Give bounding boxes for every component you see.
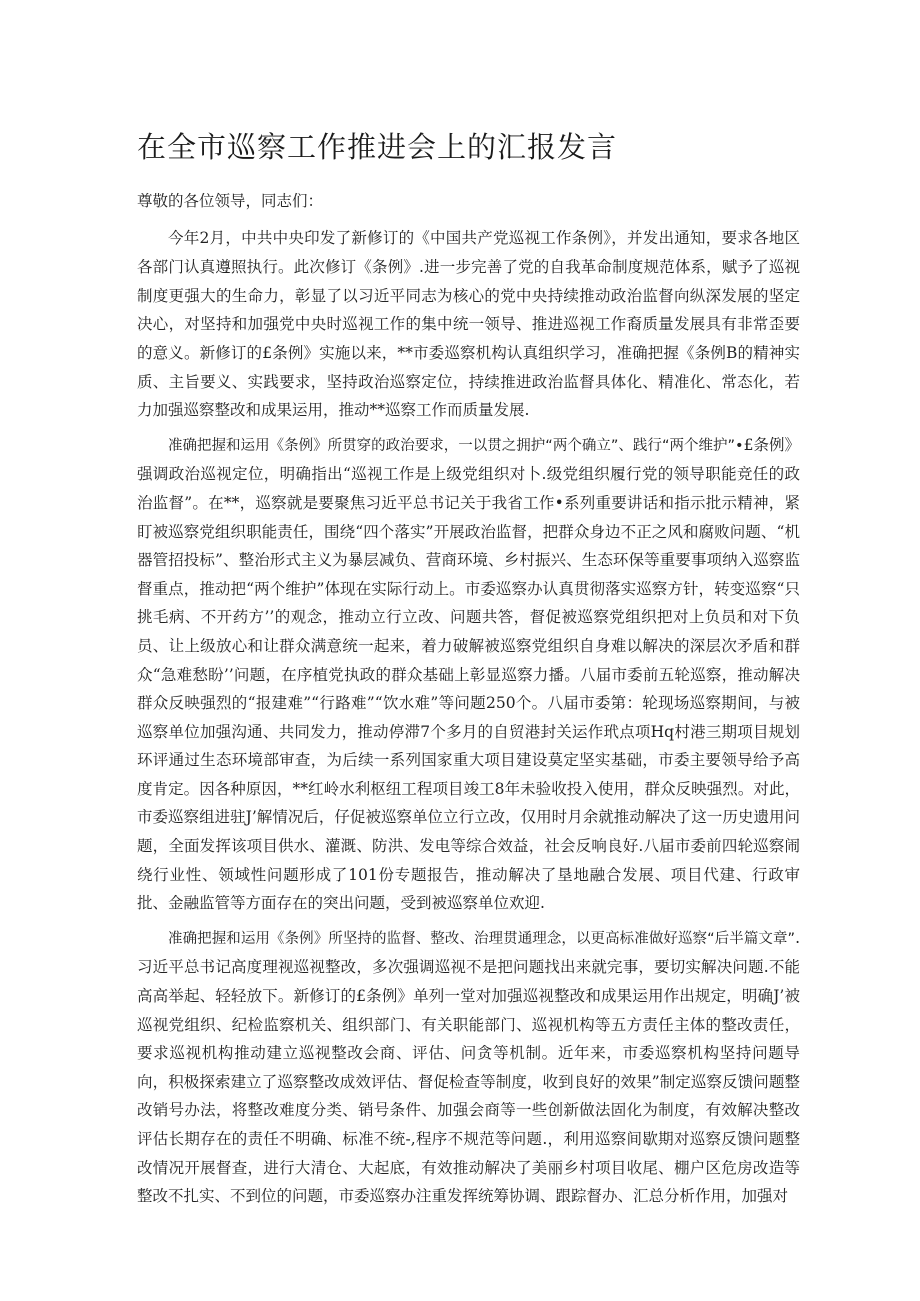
salutation: 尊敬的各位领导，同志们： xyxy=(137,192,324,210)
paragraph-intro xyxy=(137,224,800,425)
paragraph-political-requirements xyxy=(137,431,800,918)
paragraph-body: 今年2月，中共中央印发了新修订的《中国共产党巡视工作条例》，并发出通知，要求各地区各部门认真遵照执行。此次修订《条例》.进一步完善了党的自我革命制度规范体系，赋予了巡视制度更强大的生命力，彰显了以习近平同志为核心的党中央持续推动政治监督向纵深发展的坚定决心，对坚持和加强党中央时巡视工作的集中统一领导、推进巡视工作裔质量发展具有非常歪要的意义。新修订的£条例》实施以来，**市委巡察机构认真组织学习，准确把握《条例B的精神实质、主旨要义、实践要求，坚持政治巡察定位，持续推进政治监督具体化、精准化、常态化，若力加强巡察整改和成果运用，推动**巡察工作而质量发展. xyxy=(137,228,800,420)
document-title: 在全市巡察工作推进会上的汇报发言 xyxy=(137,130,618,164)
paragraph-lead: 准确把握和运用《条例》所贯穿的政治要求，一以贯之拥护“两个确立”、践行“两个维护”• xyxy=(168,437,744,454)
paragraph-body: .习近平总书记高度理视巡视整改，多次强调巡视不是把问题找出来就完事，要切实解决问题.不能高高举起、轻轻放下。新修订的£条例》单列一堂对加强巡视整改和成果运用作出规定，明确J’被巡视党组织、纪检监察机关、组织部门、有关职能部门、巡视机构等五方责任主体的整改责任，要求巡视机构推动建立巡视整改会商、评估、问贪等机制。近年来，市委巡察机构坚持问题导向，积极探索建立了巡察整改成效评估、督促检查等制度，收到良好的效果”制定巡察反馈问题整改销号办法，将整改难度分类、销号条件、加强会商等一些创新做法固化为制度，有效解决整改评估长期存在的责任不明确、标准不统-,程序不规范等问题.，利用巡察间歇期对巡察反馈问题整改情况开展督查，进行大清仓、大起底，有效推动解决了美丽乡村项目收尾、棚户区危房改造等整改不扎实、不到位的问题，市委巡察办注重发挥统筹协调、跟踪督办、汇总分析作用，加强对 xyxy=(137,928,800,1206)
paragraph-body: £条例》强调政治巡视定位，明确指出“巡视工作是上级党组织对卜.级党组织履行党的领导职能竞任的政治监督”。在**，巡察就是要聚焦习近平总书记关于我省工作•系列重要讲话和指示批示精神，紧盯被巡察党组织职能责任，围绕“四个落实”开展政治监督，把群众身边不正之风和腐败问题、“机器管招投标”、整治形式主义为暴层减负、营商环境、乡村振兴、生态环保等重要事项纳入巡察监督重点，推动把“两个维护”体现在实际行动上。市委巡察办认真贯彻落实巡察方针，转变巡察“只挑毛病、不开药方’’的观念，推动立行立改、问题共答，督促被巡察党组织把对上负员和对下负员、让上级放心和让群众满意统一起来，着力破解被巡察党组织自身难以解决的深层次矛盾和群众“急难愁盼’’问题，在序植党执政的群众基础上彰显巡察力播。八届市委前五轮巡察，推动解决群众反映强烈的“报建难”“行路难”“饮水难”等问题250个。八届市委第：轮现场巡察期间，与被巡察单位加强沟通、共同发力，推动停滞7个多月的自贸港封关运作玳点项Hq村港三期项目规划环评通过生态环境部审查，为后续一系列国家重大项目建设莫定坚实基础，市委主要领导给予高度肯定。因各种原因，**红岭水利枢纽工程项目竣工8年未验收投入使用，群众反映强烈。对此，市委巡察组进驻J’解情况后，仔促被巡察单位立行立改，仅用时月余就推动解决了这一历史遗用问题，全面发挥该项目供水、灌溉、防洪、发电等综合效益，社会反响良好.八届市委前四轮巡察闹绕行业性、领域性问题形成了101份专题报告，推动解决了垦地融合发展、项目代建、行政审批、金融监管等方面存在的突出问题，受到被巡察单位欢迎. xyxy=(137,435,800,913)
paragraph-rectification xyxy=(137,924,800,1211)
paragraph-lead: 准确把握和运用《条例》所坚持的监督、整改、治理贯通理念，以更高标准做好巡察“后半篇文章” xyxy=(168,930,796,947)
document-page xyxy=(137,127,800,1217)
